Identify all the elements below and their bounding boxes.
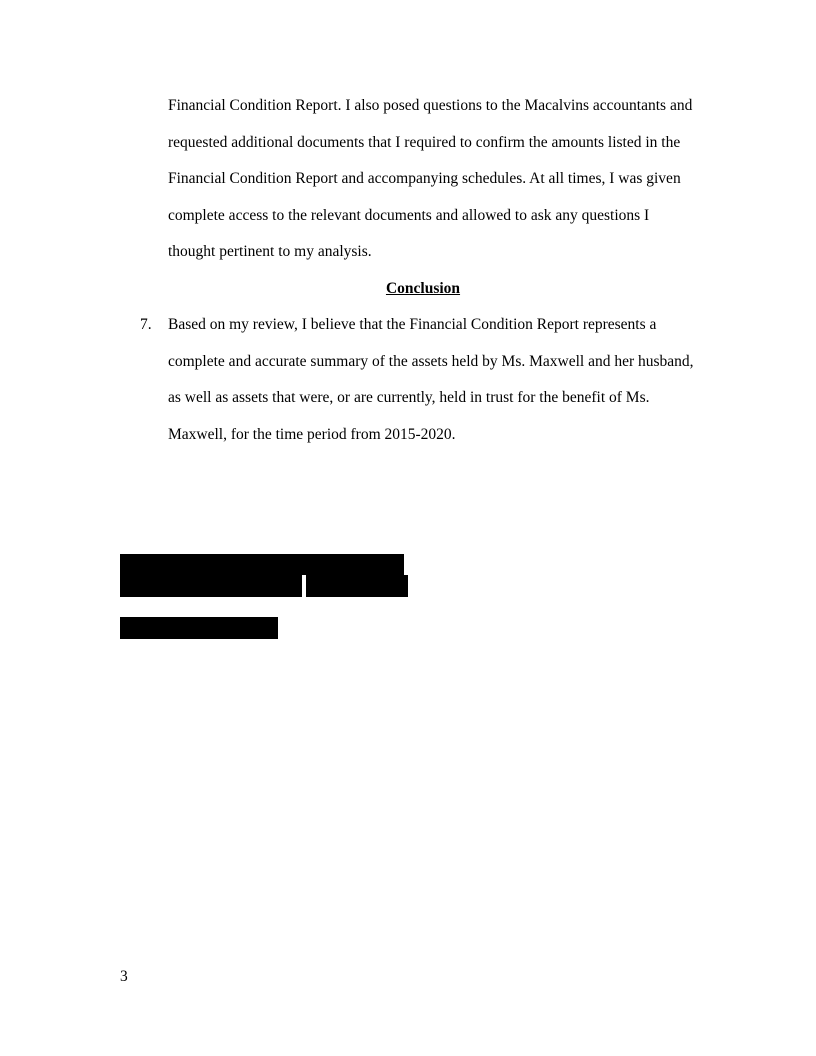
section-heading-conclusion: Conclusion	[385, 279, 461, 297]
document-body	[120, 88, 696, 453]
paragraph-7-number: 7.	[140, 316, 152, 333]
redaction-bar	[120, 575, 302, 597]
paragraph-7-text: Based on my review, I believe that the Financial Condition Report represents a complete and accurate summary of the assets held by Ms. Maxwell and her husband, as well as assets that were, or are currently, held in trust for the benefit of Ms. Maxwell, for the time period from 2015-2020.	[168, 316, 694, 443]
redaction-bar	[306, 575, 408, 597]
continued-paragraph: Financial Condition Report. I also posed questions to the Macalvins accountants and requested additional documents that I required to confirm the amounts listed in the Financial Condition Report and accompanying schedules. At all times, I was given complete access to the relevant documents and allowed to ask any questions I thought pertinent to my analysis.	[168, 97, 693, 260]
redaction-bar	[120, 554, 404, 575]
signature-redaction-block	[120, 554, 420, 644]
redaction-bar	[120, 617, 278, 639]
page-number: 3	[120, 968, 128, 985]
paragraph-7	[120, 307, 696, 453]
